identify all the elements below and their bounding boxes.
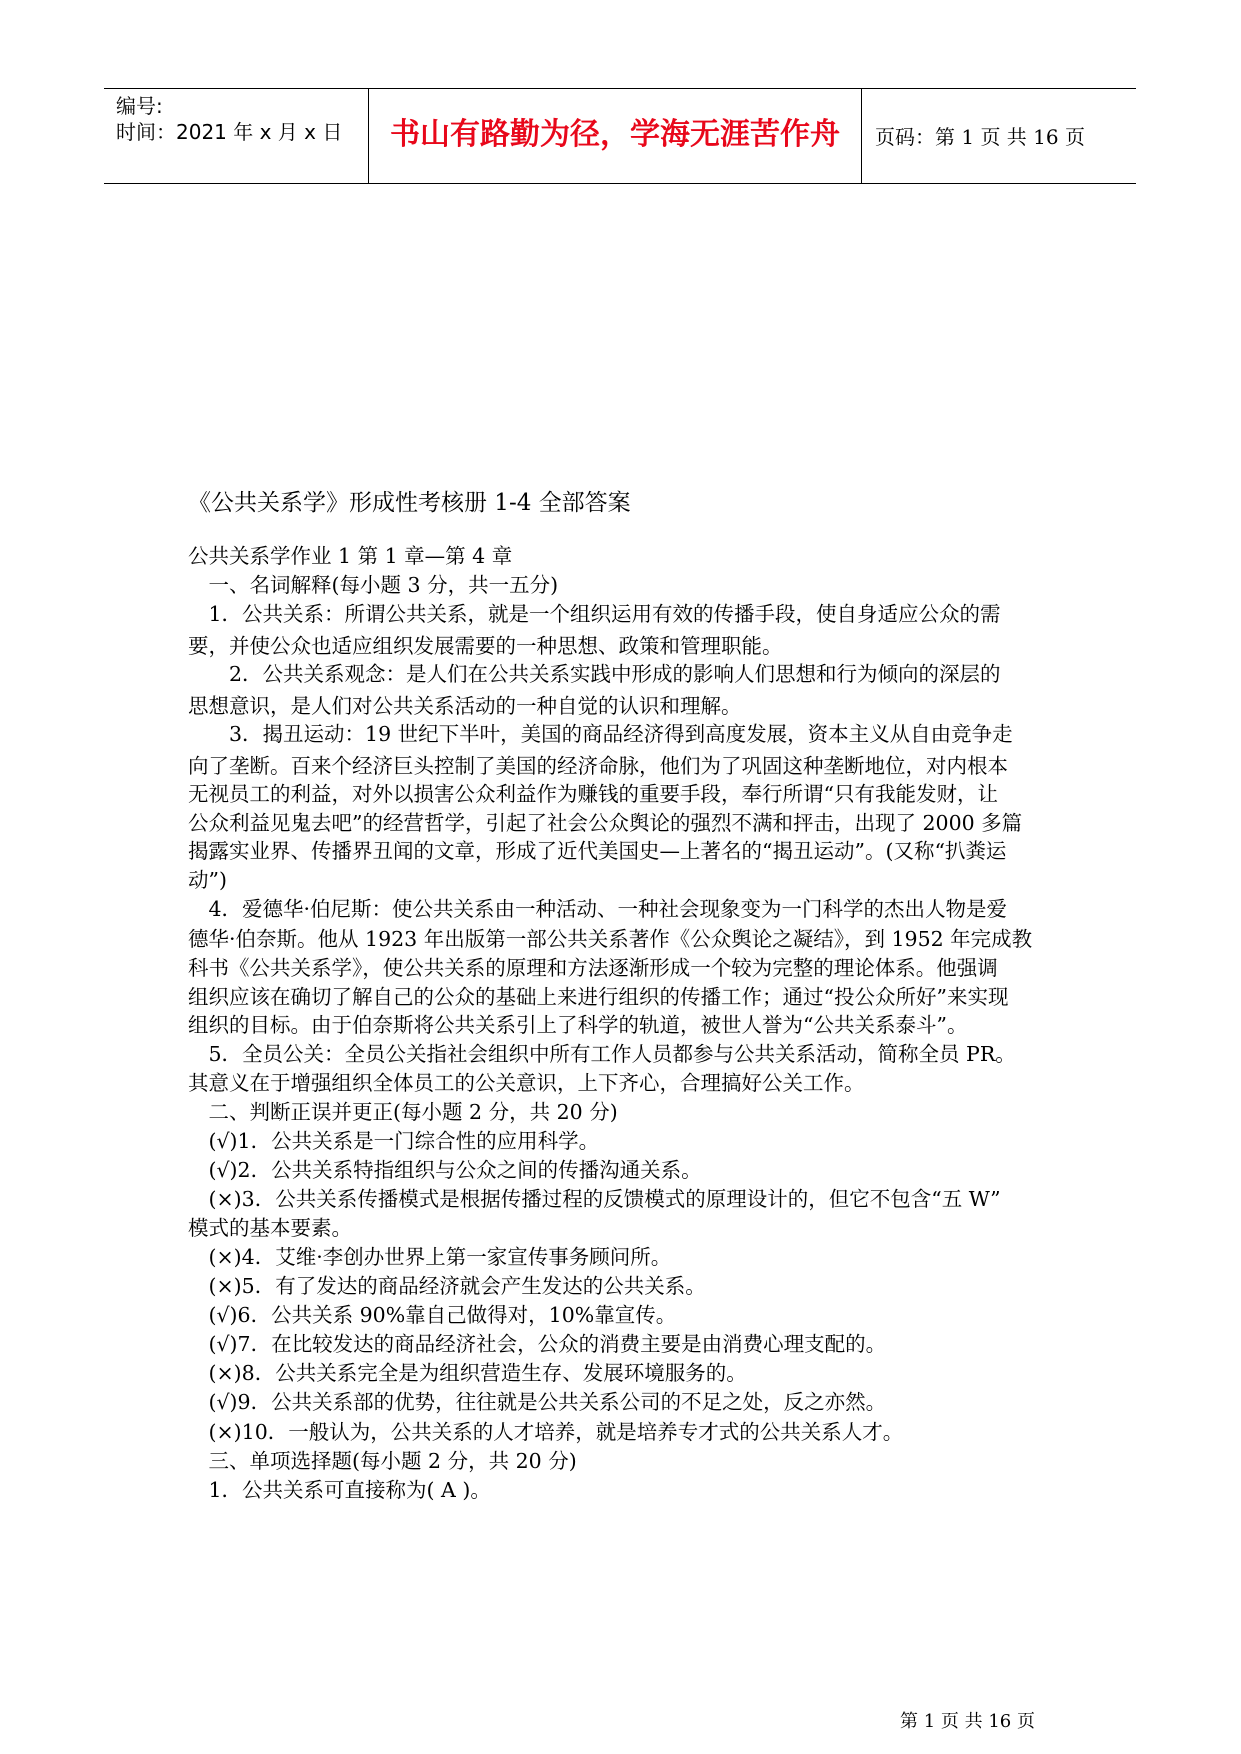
body-line: 科书《公共关系学》，使公共关系的原理和方法逐渐形成一个较为完整的理论体系。他强调 bbox=[188, 956, 998, 980]
body-line: 其意义在于增强组织全体员工的公关意识，上下齐心，合理搞好公关工作。 bbox=[188, 1071, 865, 1095]
body-line: 公众利益见鬼去吧”的经营哲学，引起了社会公众舆论的强烈不满和抨击，出现了 2000 多篇 bbox=[188, 811, 1023, 835]
body-line: 3．揭丑运动：19 世纪下半叶，美国的商品经济得到高度发展，资本主义从自由竞争走 bbox=[188, 722, 1013, 746]
header-motto-cell bbox=[368, 89, 862, 183]
body-line: (×)8．公共关系完全是为组织营造生存、发展环境服务的。 bbox=[188, 1361, 747, 1385]
body-line: 动”) bbox=[188, 868, 227, 892]
header-page-cell bbox=[861, 89, 1136, 183]
body-line: 5．全员公关：全员公关指社会组织中所有工作人员都参与公共关系活动，简称全员 PR。 bbox=[188, 1042, 1016, 1066]
header-meta-cell bbox=[104, 89, 368, 183]
body-line: 4．爱德华·伯尼斯：使公共关系由一种活动、一种社会现象变为一门科学的杰出人物是爱 bbox=[188, 897, 1008, 921]
body-line: (×)4．艾维·李创办世界上第一家宣传事务顾问所。 bbox=[188, 1245, 672, 1269]
body-line: 思想意识，是人们对公共关系活动的一种自觉的认识和理解。 bbox=[188, 694, 742, 718]
body-line: 要，并使公众也适应组织发展需要的一种思想、政策和管理职能。 bbox=[188, 634, 783, 658]
body-line: 一、名词解释(每小题 3 分，共一五分) bbox=[188, 573, 559, 597]
body-line: (√)6．公共关系 90%靠自己做得对，10%靠宣传。 bbox=[188, 1303, 677, 1327]
body-line: 1．公共关系可直接称为( A )。 bbox=[188, 1478, 491, 1502]
time-label: 时间：2021 年 x 月 x 日 bbox=[116, 120, 343, 144]
body-line: (×)5．有了发达的商品经济就会产生发达的公共关系。 bbox=[188, 1274, 706, 1298]
motto: 书山有路勤为径，学海无涯苦作舟 bbox=[390, 117, 840, 152]
body-line: (√)9．公共关系部的优势，往往就是公共关系公司的不足之处，反之亦然。 bbox=[188, 1390, 887, 1414]
body-line: 1．公共关系：所谓公共关系，就是一个组织运用有效的传播手段，使自身适应公众的需 bbox=[188, 602, 1001, 626]
document-header bbox=[104, 88, 1136, 184]
body-line: 组织应该在确切了解自己的公众的基础上来进行组织的传播工作；通过“投公众所好”来实现 bbox=[188, 985, 1009, 1009]
body-line: (×)3．公共关系传播模式是根据传播过程的反馈模式的原理设计的，但它不包含“五 W” bbox=[188, 1187, 1001, 1211]
body-line: 三、单项选择题(每小题 2 分，共 20 分) bbox=[188, 1449, 577, 1473]
body-line: 2．公共关系观念：是人们在公共关系实践中形成的影响人们思想和行为倾向的深层的 bbox=[188, 662, 1001, 686]
document-title: 《公共关系学》形成性考核册 1-4 全部答案 bbox=[188, 490, 631, 516]
number-label: 编号: bbox=[116, 94, 163, 118]
body-line: 公共关系学作业 1 第 1 章—第 4 章 bbox=[188, 544, 513, 568]
body-line: 无视员工的利益，对外以损害公众利益作为赚钱的重要手段，奉行所谓“只有我能发财，让 bbox=[188, 782, 998, 806]
body-line: (√)2．公共关系特指组织与公众之间的传播沟通关系。 bbox=[188, 1158, 702, 1182]
page-info: 页码：第 1 页 共 16 页 bbox=[875, 125, 1085, 149]
body-line: (×)10．一般认为，公共关系的人才培养，就是培养专才式的公共关系人才。 bbox=[188, 1420, 904, 1444]
body-line: 向了垄断。百来个经济巨头控制了美国的经济命脉，他们为了巩固这种垄断地位，对内根本 bbox=[188, 754, 1008, 778]
body-line: 德华·伯奈斯。他从 1923 年出版第一部公共关系著作《公众舆论之凝结》，到 1952 年完成教 bbox=[188, 927, 1033, 951]
body-line: 二、判断正误并更正(每小题 2 分，共 20 分) bbox=[188, 1100, 618, 1124]
body-line: (√)1．公共关系是一门综合性的应用科学。 bbox=[188, 1129, 600, 1153]
body-line: (√)7．在比较发达的商品经济社会，公众的消费主要是由消费心理支配的。 bbox=[188, 1332, 887, 1356]
body-line: 模式的基本要素。 bbox=[188, 1216, 352, 1240]
body-line: 揭露实业界、传播界丑闻的文章，形成了近代美国史—上著名的“揭丑运动”。(又称“扒粪运 bbox=[188, 839, 1007, 863]
page-footer: 第 1 页 共 16 页 bbox=[900, 1711, 1035, 1732]
body-line: 组织的目标。由于伯奈斯将公共关系引上了科学的轨道，被世人誉为“公共关系泰斗”。 bbox=[188, 1013, 968, 1037]
